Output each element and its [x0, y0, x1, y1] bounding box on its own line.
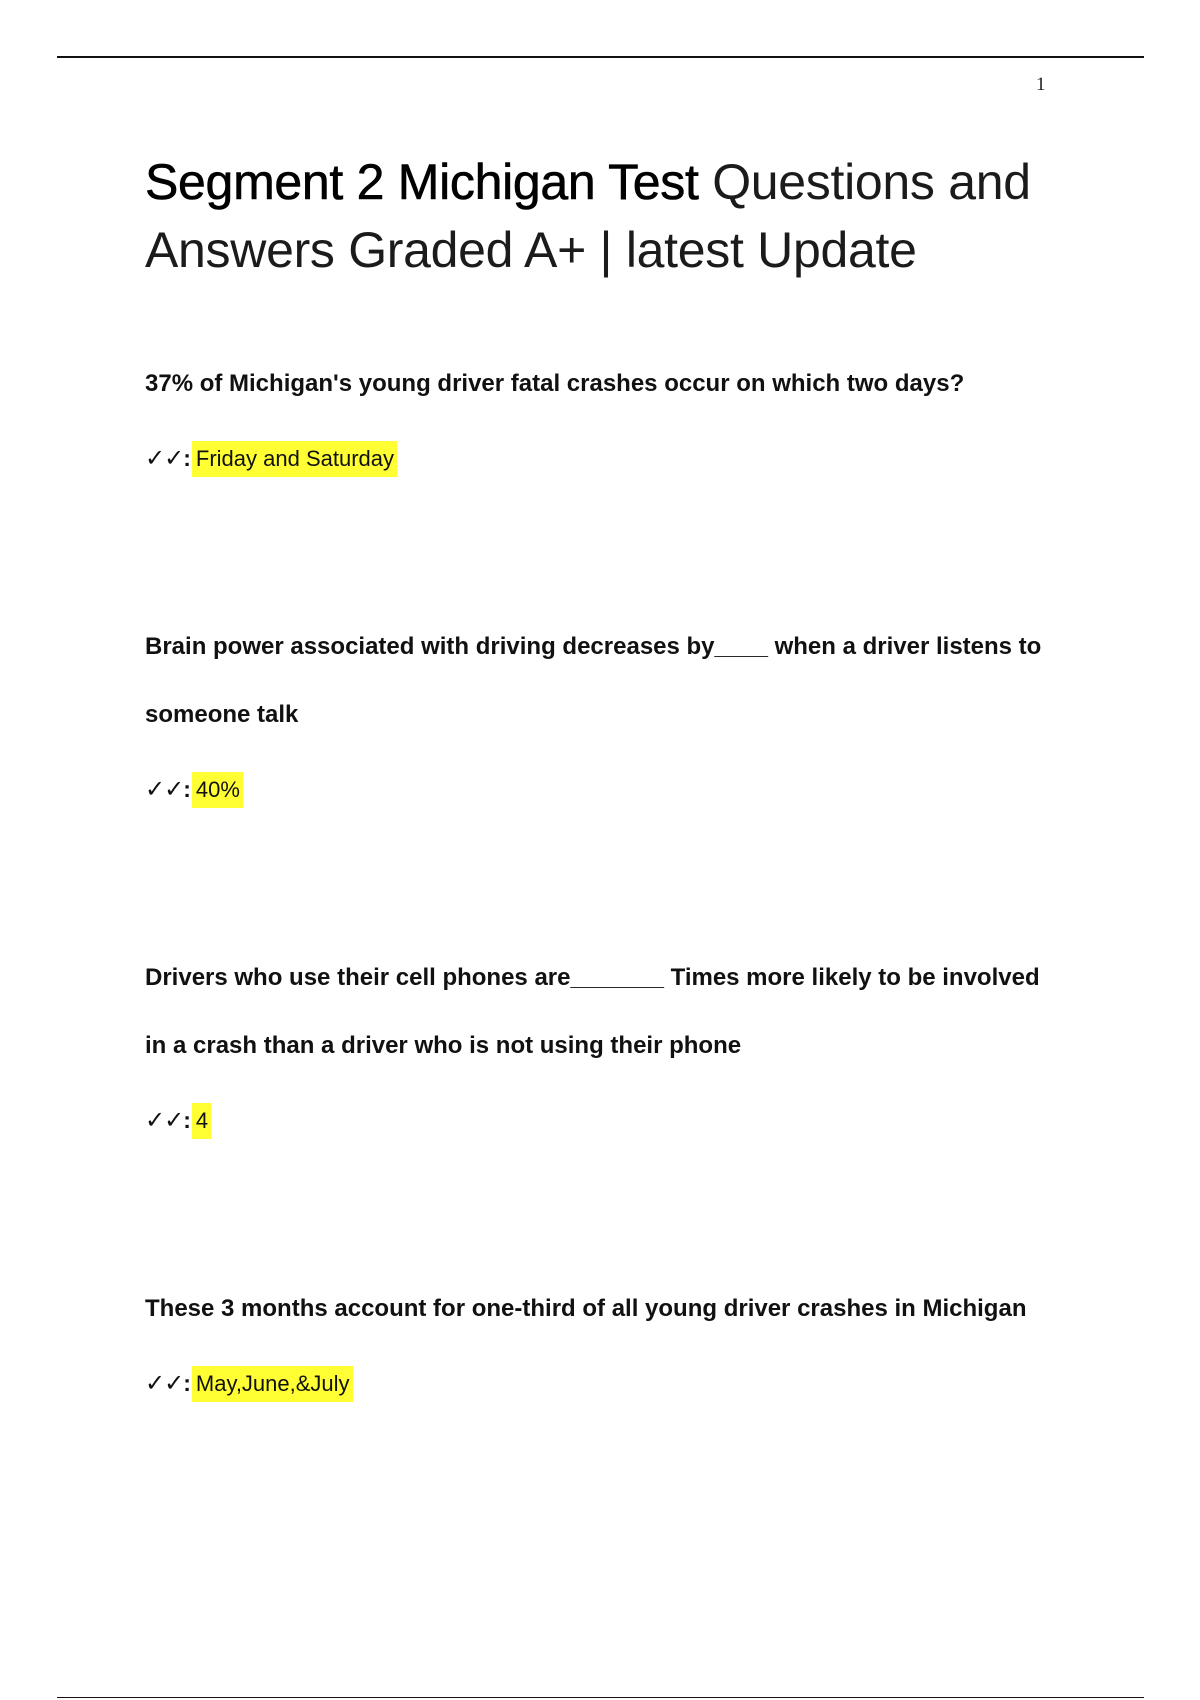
header-rule — [57, 56, 1144, 58]
qa-item — [145, 1275, 1065, 1404]
answer-highlight: 40% — [192, 772, 243, 808]
footer-rule — [57, 1697, 1144, 1698]
answer-highlight: Friday and Saturday — [192, 441, 397, 477]
answer-line — [145, 1363, 1065, 1404]
answer-colon: : — [183, 1107, 191, 1133]
answer-line — [145, 1100, 1065, 1141]
title-rest: Questions and Answers Graded A+ | latest Update — [145, 154, 1031, 278]
answer-colon: : — [183, 776, 191, 802]
qa-item — [145, 350, 1065, 479]
document-title — [145, 148, 1095, 284]
question-text: Brain power associated with driving decreases by____ when a driver listens to someone talk — [145, 633, 1042, 728]
double-check-icon: ✓✓ — [145, 444, 184, 472]
qa-item — [145, 613, 1065, 810]
answer-colon: : — [183, 445, 191, 471]
double-check-icon: ✓✓ — [145, 1106, 184, 1134]
question-text: 37% of Michigan's young driver fatal crashes occur on which two days? — [145, 370, 965, 397]
answer-highlight: May,June,&July — [192, 1366, 353, 1402]
answer-colon: : — [183, 1370, 191, 1396]
question-text: These 3 months account for one-third of all young driver crashes in Michigan — [145, 1295, 1027, 1322]
answer-line — [145, 438, 1065, 479]
question-text: Drivers who use their cell phones are_______ Times more likely to be involved in a crash than a driver who is not using their phone — [145, 964, 1040, 1059]
answer-line — [145, 769, 1065, 810]
double-check-icon: ✓✓ — [145, 775, 184, 803]
answer-highlight: 4 — [192, 1103, 211, 1139]
page-number: 1 — [1036, 74, 1046, 95]
double-check-icon: ✓✓ — [145, 1369, 184, 1397]
title-strong: Segment 2 Michigan Test — [145, 154, 699, 210]
qa-item — [145, 944, 1065, 1141]
